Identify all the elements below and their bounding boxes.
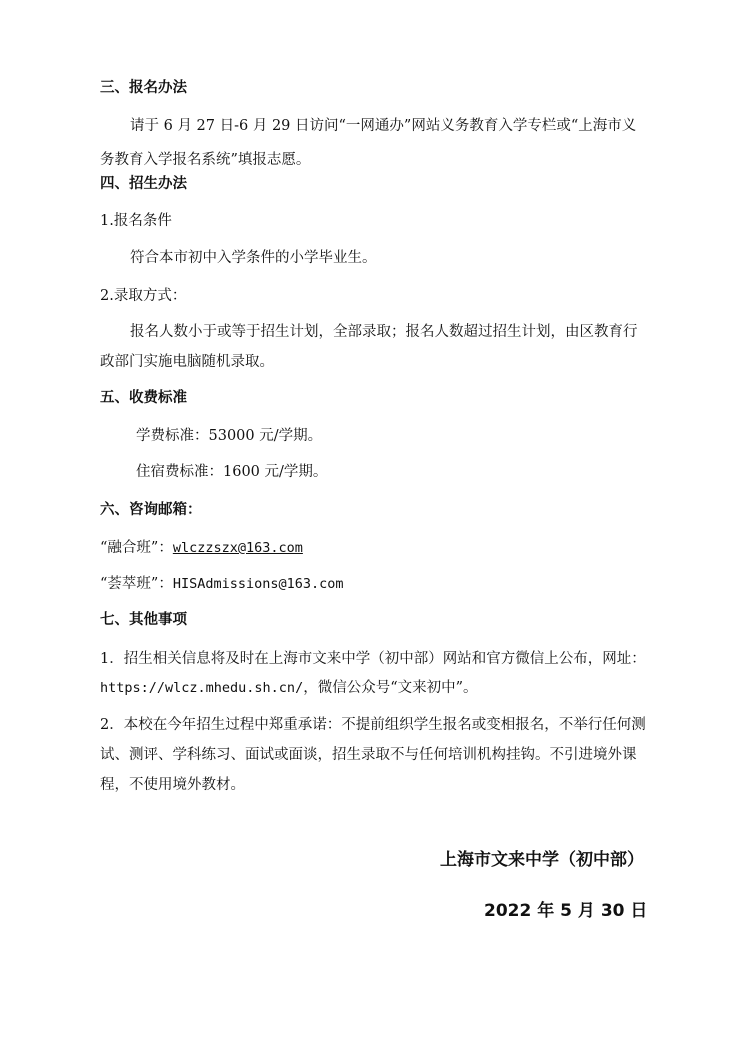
tuition-fee-text: 学费标准：53000 元/学期。: [136, 428, 323, 444]
fusion-class-label: “融合班”：: [100, 540, 173, 556]
section-5-heading: 五、收费标准: [100, 390, 187, 406]
boarding-fee-text: 住宿费标准：1600 元/学期。: [136, 464, 328, 480]
section-3-paragraph-line-2: 务教育入学报名系统”填报志愿。: [100, 152, 311, 168]
section-4-item-1-title: 1.报名条件: [100, 213, 172, 229]
section-4-heading: 四、招生办法: [100, 176, 187, 192]
signature-organization: 上海市文来中学（初中部）: [440, 850, 644, 870]
section-7-item-2-line-2: 试、测评、学科练习、面试或面谈，招生录取不与任何培训机构挂钩。不引进境外课: [100, 747, 637, 763]
section-4-item-2-line-1: 报名人数小于或等于招生计划，全部录取；报名人数超过招生计划，由区教育行: [130, 324, 638, 340]
signature-date: 2022 年 5 月 30 日: [484, 901, 648, 921]
section-6-heading: 六、咨询邮箱：: [100, 502, 202, 518]
section-3-paragraph-line-1: 请于 6 月 27 日-6 月 29 日访问“一网通办”网站义务教育入学专栏或“上海市义: [130, 118, 637, 134]
elite-class-contact: [100, 574, 344, 594]
elite-class-label: “荟萃班”：: [100, 576, 173, 592]
elite-class-email: HISAdmissions@163.com: [172, 576, 344, 592]
wechat-account-text: ，微信公众号“文来初中”。: [303, 680, 478, 696]
fusion-class-email-link[interactable]: wlczzszx@163.com: [172, 540, 303, 556]
section-7-item-2-line-1: 2．本校在今年招生过程中郑重承诺：不提前组织学生报名或变相报名，不举行任何测: [100, 717, 646, 733]
school-website-url[interactable]: https://wlcz.mhedu.sh.cn/: [100, 680, 304, 696]
section-4-item-2-line-2: 政部门实施电脑随机录取。: [100, 354, 274, 370]
section-7-heading: 七、其他事项: [100, 612, 187, 628]
section-4-item-1-text: 符合本市初中入学条件的小学毕业生。: [130, 250, 377, 266]
fusion-class-contact: [100, 538, 303, 558]
section-4-item-2-title: 2.录取方式：: [100, 288, 187, 304]
section-3-heading: 三、报名办法: [100, 80, 187, 96]
section-7-item-1-line-1: 1．招生相关信息将及时在上海市文来中学（初中部）网站和官方微信上公布，网址：: [100, 651, 646, 667]
section-7-item-2-line-3: 程，不使用境外教材。: [100, 777, 245, 793]
section-7-item-1-line-2: [100, 678, 478, 698]
